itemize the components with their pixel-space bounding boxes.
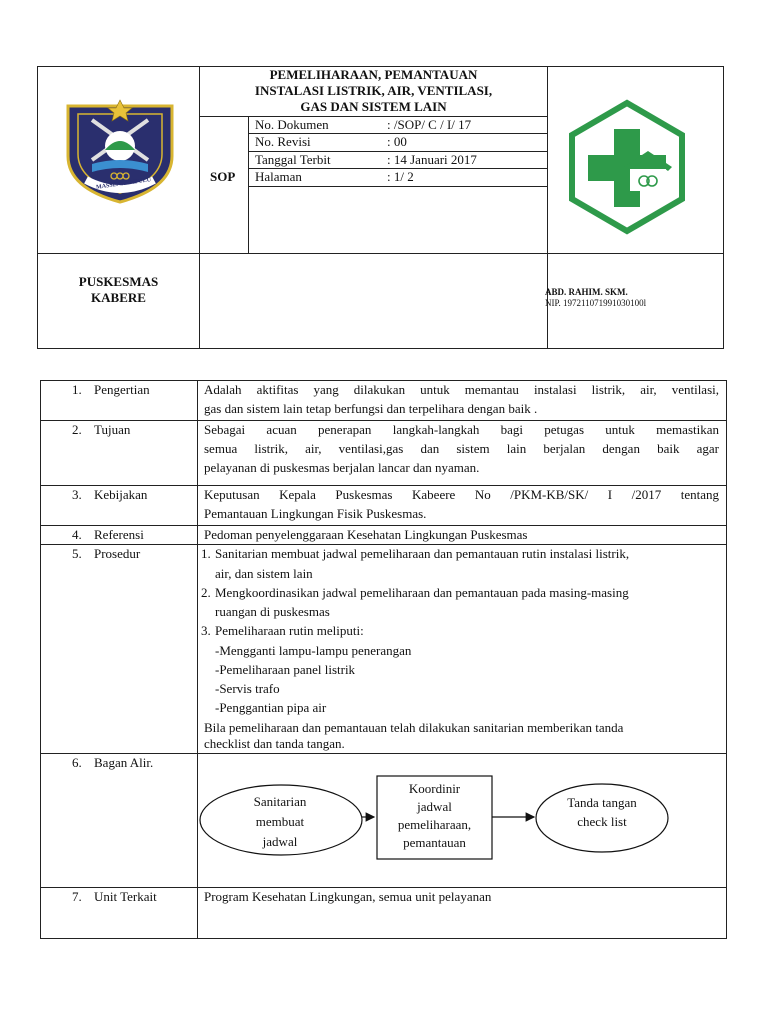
step-text: Pemeliharaan rutin meliputi: xyxy=(215,623,364,638)
row-text-line: Program Kesehatan Lingkungan, semua unit pelayanan xyxy=(204,889,492,904)
row-title: Tujuan xyxy=(94,422,131,437)
page-value: : 1/ 2 xyxy=(387,169,414,184)
revision-value: : 00 xyxy=(387,134,407,149)
flow-label-line: Koordinir xyxy=(408,781,461,796)
step-text: Sanitarian membuat jadwal pemeliharaan dan pemantauan rutin instalasi listrik, xyxy=(215,546,630,561)
sub-item: -Servis trafo xyxy=(215,681,280,696)
row-number: 4. xyxy=(72,527,82,542)
flow-node-process-label xyxy=(377,780,492,852)
row-title: Prosedur xyxy=(94,546,141,561)
flow-label-line: membuat xyxy=(255,814,305,829)
step-text: air, dan sistem lain xyxy=(215,566,313,581)
document-title xyxy=(200,67,547,115)
org-line: PUSKESMAS xyxy=(78,274,159,289)
step-text: ruangan di puskesmas xyxy=(215,604,330,619)
row-text-line: Adalah aktifitas yang dilakukan untuk memantau instalasi listrik, air, ventilasi, xyxy=(204,382,719,397)
flow-label-line: pemeliharaan, xyxy=(397,817,472,832)
row-text-line: Keputusan Kepala Puskesmas Kabeere No /PKM-KB/SK/ I /2017 tentang xyxy=(204,487,719,502)
row-title: Referensi xyxy=(94,527,144,542)
issue-date-label: Tanggal Terbit xyxy=(255,152,331,167)
sub-item: -Penggantian pipa air xyxy=(215,700,327,715)
row-title: Bagan Alir. xyxy=(94,755,154,770)
row-number: 5. xyxy=(72,546,82,561)
sop-label: SOP xyxy=(210,169,236,184)
org-line: KABERE xyxy=(91,290,146,305)
flow-label-line: pemantauan xyxy=(403,835,466,850)
row-text-line: Pedoman penyelenggaraan Kesehatan Lingkungan Puskesmas xyxy=(204,527,528,542)
row-text-line: Pemantauan Lingkungan Fisik Puskesmas. xyxy=(204,506,427,521)
row-text-line: Sebagai acuan penerapan langkah-langkah bagi petugas untuk memastikan xyxy=(204,422,719,437)
step-number: 1. xyxy=(201,546,211,561)
sub-item: -Mengganti lampu-lampu penerangan xyxy=(215,643,412,658)
flow-label-line: jadwal xyxy=(417,799,452,814)
flow-label-line: check list xyxy=(577,814,627,829)
organization-name xyxy=(38,274,199,306)
title-line: GAS DAN SISTEM LAIN xyxy=(300,99,447,114)
title-line: INSTALASI LISTRIK, AIR, VENTILASI, xyxy=(254,83,493,98)
flow-label-line: Tanda tangan xyxy=(567,795,637,810)
signer-name: ABD. RAHIM. SKM. xyxy=(545,287,628,297)
closing-line: Bila pemeliharaan dan pemantauan telah dilakukan sanitarian memberikan tanda xyxy=(204,720,624,735)
step-text: Mengkoordinasikan jadwal pemeliharaan dan pemantauan pada masing-masing xyxy=(215,585,629,600)
title-line: PEMELIHARAAN, PEMANTAUAN xyxy=(269,67,478,82)
step-number: 2. xyxy=(201,585,211,600)
step-number: 3. xyxy=(201,623,211,638)
health-cross-icon xyxy=(568,99,686,235)
doc-number-value: : /SOP/ C / I/ 17 xyxy=(387,117,472,132)
row-number: 3. xyxy=(72,487,82,502)
row-text-line: gas dan sistem lain tetap berfungsi dan terpelihara dengan baik . xyxy=(204,401,538,416)
revision-label: No. Revisi xyxy=(255,134,311,149)
flow-label-line: Sanitarian xyxy=(253,794,307,809)
row-text-line: pelayanan di puskesmas berjalan lancar dan nyaman. xyxy=(204,460,480,475)
row-number: 2. xyxy=(72,422,82,437)
row-title: Unit Terkait xyxy=(94,889,157,904)
closing-line: checklist dan tanda tangan. xyxy=(204,736,345,751)
sub-item: -Pemeliharaan panel listrik xyxy=(215,662,356,677)
regency-logo xyxy=(62,98,178,204)
row-title: Kebijakan xyxy=(94,487,148,502)
flow-label-line: jadwal xyxy=(262,834,298,849)
row-text-line: semua listrik, air, ventilasi,gas dan sistem lain berjalan dengan baik agar xyxy=(204,441,719,456)
flow-node-end-label xyxy=(536,793,668,831)
row-number: 7. xyxy=(72,889,82,904)
signer-nip: NIP. 197211071991030100l xyxy=(545,298,647,308)
row-title: Pengertian xyxy=(94,382,150,397)
flow-node-start-label xyxy=(199,792,361,852)
row-number: 6. xyxy=(72,755,82,770)
page-label: Halaman xyxy=(255,169,302,184)
logo-motto: MASSENREMPULU xyxy=(95,177,152,191)
issue-date-value: : 14 Januari 2017 xyxy=(387,152,477,167)
doc-number-label: No. Dokumen xyxy=(255,117,329,132)
puskesmas-logo xyxy=(568,99,686,235)
row-number: 1. xyxy=(72,382,82,397)
